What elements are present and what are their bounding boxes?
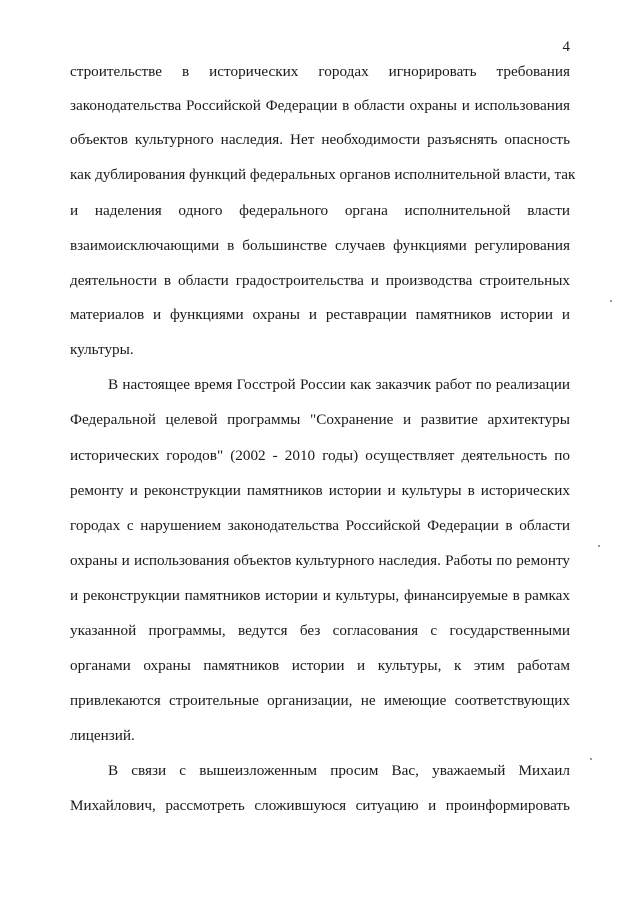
text-line: и наделения одного федерального органа исполнительной власти bbox=[70, 202, 570, 219]
text-line: органами охраны памятников истории и культуры, к этим работам bbox=[70, 657, 570, 674]
text-line: Федеральной целевой программы "Сохранение и развитие архитектуры bbox=[70, 411, 570, 428]
text-line: строительстве в исторических городах игнорировать требования bbox=[70, 63, 570, 80]
page-number: 4 bbox=[562, 39, 570, 55]
text-line: и реконструкции памятников истории и культуры, финансируемые в рамках bbox=[70, 587, 570, 604]
text-line: лицензий. bbox=[70, 727, 135, 744]
text-line: культуры. bbox=[70, 341, 134, 358]
text-line: охраны и использования объектов культурного наследия. Работы по ремонту bbox=[70, 552, 570, 569]
scan-speck bbox=[610, 300, 612, 302]
text-line: законодательства Российской Федерации в области охраны и использования bbox=[70, 97, 570, 114]
text-line: В настоящее время Госстрой России как заказчик работ по реализации bbox=[108, 376, 570, 393]
text-line: В связи с вышеизложенным просим Вас, уважаемый Михаил bbox=[108, 762, 570, 779]
text-line: деятельности в области градостроительства и производства строительных bbox=[70, 272, 570, 289]
text-line: городах с нарушением законодательства Российской Федерации в области bbox=[70, 517, 570, 534]
text-line: исторических городов" (2002 - 2010 годы) осуществляет деятельность по bbox=[70, 447, 570, 464]
text-line: Михайлович, рассмотреть сложившуюся ситуацию и проинформировать bbox=[70, 797, 570, 814]
scan-speck bbox=[590, 758, 592, 760]
text-line: взаимоисключающими в большинстве случаев функциями регулирования bbox=[70, 237, 570, 254]
text-line: как дублирования функций федеральных органов исполнительной власти, так bbox=[70, 166, 576, 183]
text-line: объектов культурного наследия. Нет необходимости разъяснять опасность bbox=[70, 131, 570, 148]
scan-speck bbox=[598, 545, 600, 547]
text-line: ремонту и реконструкции памятников истории и культуры в исторических bbox=[70, 482, 570, 499]
text-line: материалов и функциями охраны и реставрации памятников истории и bbox=[70, 306, 570, 323]
text-line: привлекаются строительные организации, не имеющие соответствующих bbox=[70, 692, 570, 709]
text-line: указанной программы, ведутся без согласования с государственными bbox=[70, 622, 570, 639]
